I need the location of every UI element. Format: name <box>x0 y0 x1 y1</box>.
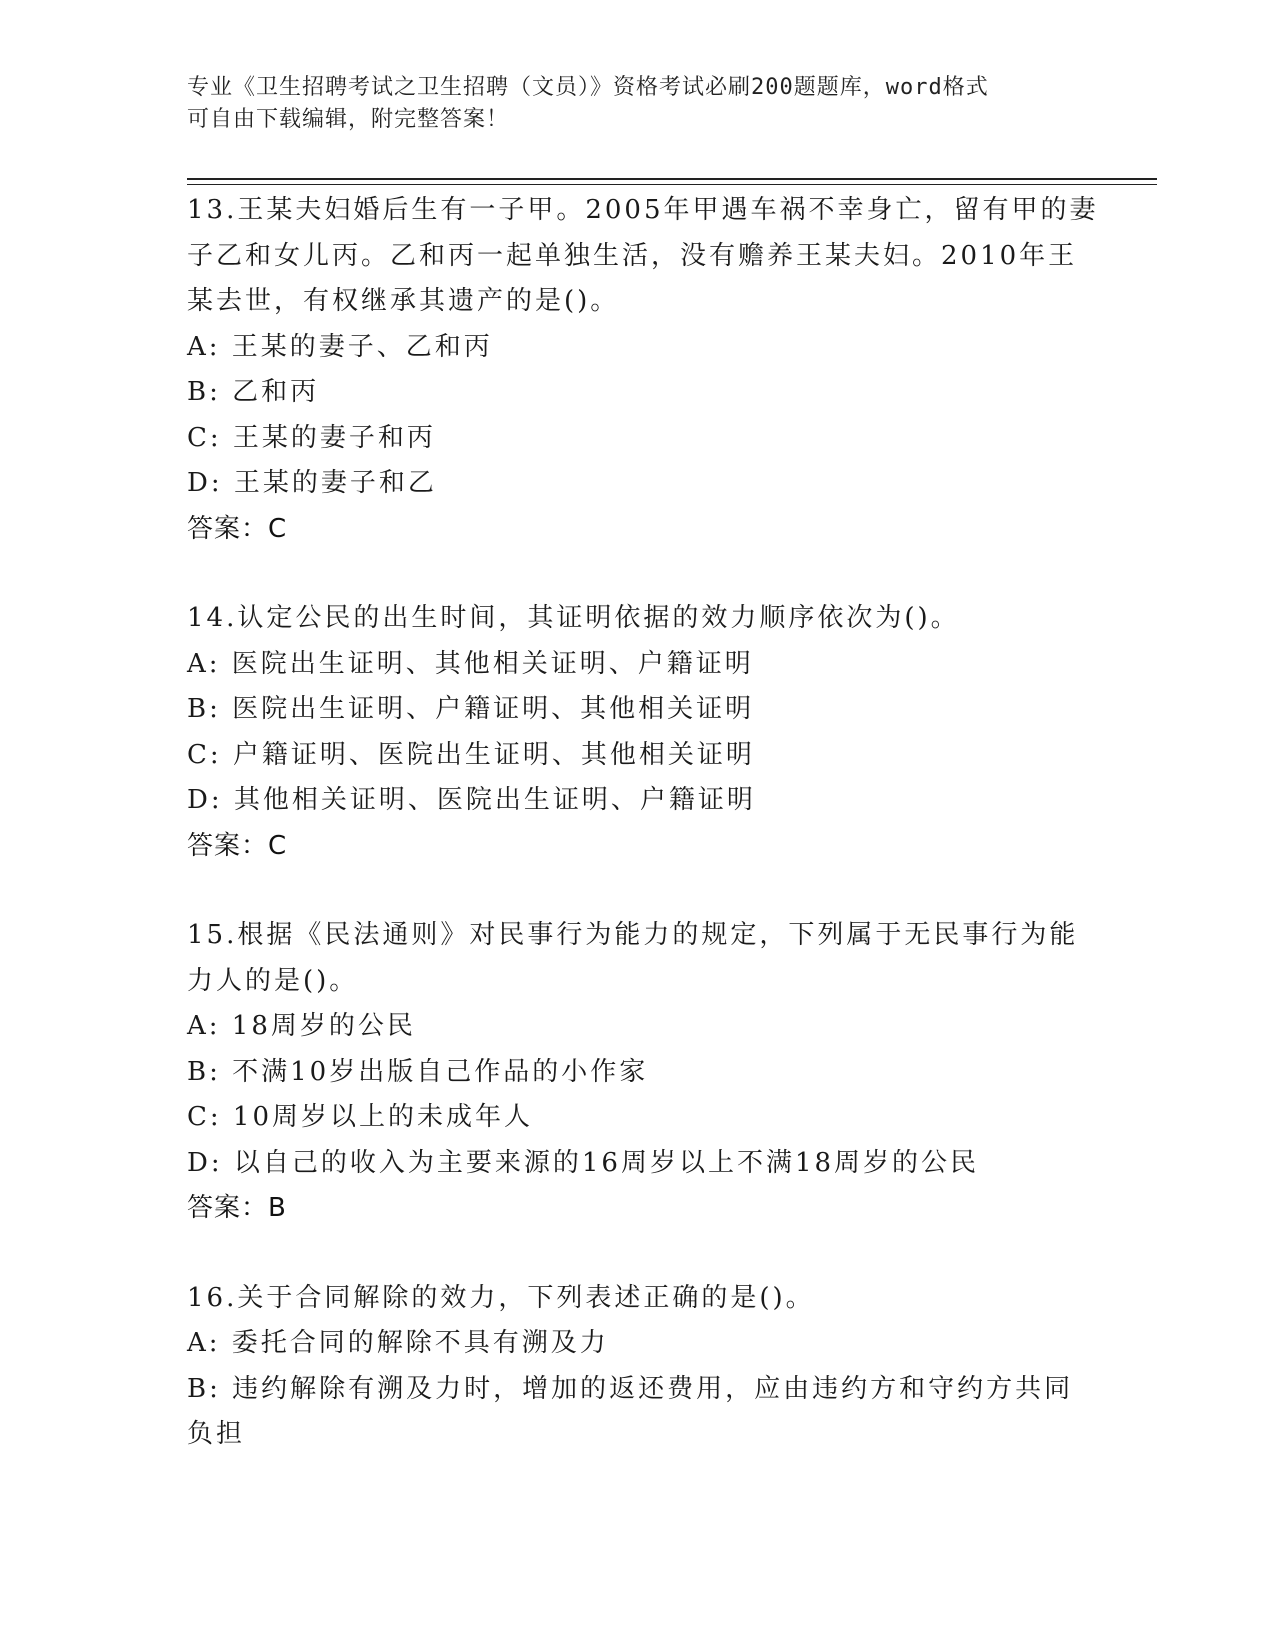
question-13 <box>187 188 1107 552</box>
question-list <box>187 188 1107 1502</box>
question-16 <box>187 1276 1107 1458</box>
option-c: C: 10周岁以上的未成年人 <box>187 1102 534 1132</box>
option-b-continued: 负担 <box>187 1419 246 1449</box>
option-a: A: 委托合同的解除不具有溯及力 <box>187 1328 609 1358</box>
header-line-1: 专业《卫生招聘考试之卫生招聘（文员）》资格考试必刷200题题库，word格式 <box>187 75 989 100</box>
header-line-2: 可自由下载编辑，附完整答案！ <box>187 107 510 132</box>
header-divider-thick <box>187 178 1157 180</box>
question-text-line: 力人的是()。 <box>187 965 359 996</box>
question-text-line: 16.关于合同解除的效力，下列表述正确的是()。 <box>187 1282 815 1313</box>
question-text-line: 子乙和女儿丙。乙和丙一起单独生活，没有赡养王某夫妇。2010年王 <box>187 240 1078 271</box>
option-c: C: 户籍证明、医院出生证明、其他相关证明 <box>187 739 755 770</box>
option-b: B: 不满10岁出版自己作品的小作家 <box>187 1056 649 1087</box>
answer-label: 答案：B <box>187 1193 287 1223</box>
option-b: B: 违约解除有溯及力时，增加的返还费用，应由违约方和守约方共同 <box>187 1373 1074 1404</box>
question-text-line: 某去世，有权继承其遗产的是()。 <box>187 286 620 316</box>
option-b: B: 医院出生证明、户籍证明、其他相关证明 <box>187 694 755 724</box>
header-divider-thin <box>187 184 1157 185</box>
question-text-line: 15.根据《民法通则》对民事行为能力的规定，下列属于无民事行为能 <box>187 920 1079 950</box>
option-b: B: 乙和丙 <box>187 377 320 407</box>
option-a: A: 医院出生证明、其他相关证明、户籍证明 <box>187 648 754 679</box>
option-d: D: 王某的妻子和乙 <box>187 468 437 498</box>
document-header <box>187 72 1087 136</box>
question-14 <box>187 596 1107 869</box>
question-15 <box>187 913 1107 1232</box>
option-a: A: 王某的妻子、乙和丙 <box>187 331 493 362</box>
option-d: D: 其他相关证明、医院出生证明、户籍证明 <box>187 785 756 815</box>
option-d: D: 以自己的收入为主要来源的16周岁以上不满18周岁的公民 <box>187 1147 980 1178</box>
answer-label: 答案：C <box>187 513 288 544</box>
option-c: C: 王某的妻子和丙 <box>187 422 436 453</box>
question-text-line: 13.王某夫妇婚后生有一子甲。2005年甲遇车祸不幸身亡，留有甲的妻 <box>187 195 1099 225</box>
question-text-line: 14.认定公民的出生时间，其证明依据的效力顺序依次为()。 <box>187 603 960 633</box>
option-a: A: 18周岁的公民 <box>187 1011 416 1041</box>
answer-label: 答案：C <box>187 830 288 861</box>
